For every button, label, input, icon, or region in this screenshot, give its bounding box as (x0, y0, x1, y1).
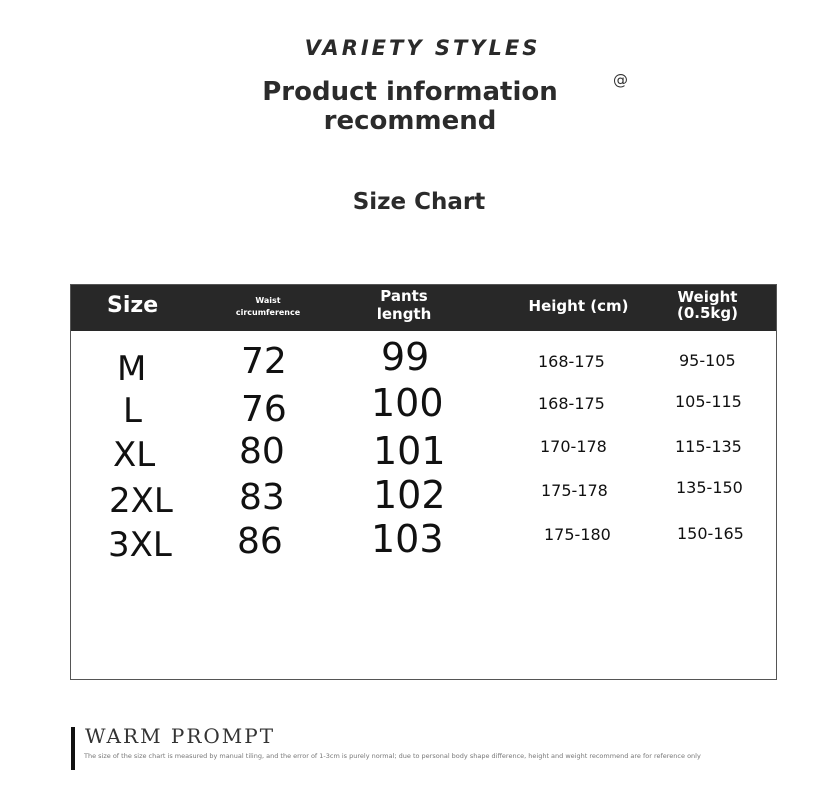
header-pants-line: Pants (380, 287, 428, 305)
cell-waist: 86 (237, 521, 283, 562)
cell-size: 2XL (109, 481, 173, 521)
cell-pants: 99 (381, 335, 430, 379)
cell-weight: 115-135 (675, 437, 742, 456)
header-weight-line: (0.5kg) (677, 304, 738, 322)
cell-height: 175-180 (544, 525, 611, 544)
cell-size: L (123, 391, 142, 431)
header-waist-line: Waist (255, 296, 281, 305)
header-waist (223, 295, 313, 319)
cell-pants: 102 (373, 473, 446, 517)
header-weight (665, 289, 750, 321)
cell-height: 168-175 (538, 352, 605, 371)
header-weight-line: Weight (677, 288, 738, 306)
cell-height: 175-178 (541, 481, 608, 500)
cell-waist: 72 (241, 341, 287, 382)
at-symbol: @ (613, 71, 628, 89)
size-chart-table (70, 284, 777, 680)
warm-prompt-bar (71, 727, 75, 770)
warm-prompt-text: The size of the size chart is measured by manual tiling, and the error of 1-3cm is purely normal; due to personal body shape difference, height and weight recommend are for reference only (84, 752, 701, 760)
cell-weight: 105-115 (675, 392, 742, 411)
header-size: Size (107, 293, 159, 318)
cell-height: 168-175 (538, 394, 605, 413)
cell-pants: 100 (371, 381, 444, 425)
cell-waist: 83 (239, 477, 285, 518)
table-header (71, 285, 776, 331)
product-info-title-line: Product information (262, 77, 558, 107)
brand-title: VARIETY STYLES (304, 36, 541, 60)
header-pants-length (359, 287, 449, 323)
product-info-title (0, 78, 820, 136)
size-chart-title: Size Chart (352, 189, 486, 215)
cell-pants: 101 (373, 429, 446, 473)
cell-waist: 80 (239, 431, 285, 472)
cell-size: 3XL (108, 525, 172, 565)
cell-waist: 76 (241, 389, 287, 430)
header-height: Height (cm) (528, 297, 629, 315)
cell-weight: 95-105 (679, 351, 736, 370)
cell-pants: 103 (371, 517, 444, 561)
cell-height: 170-178 (540, 437, 607, 456)
cell-size: M (117, 349, 147, 389)
header-pants-line: length (376, 305, 432, 323)
cell-weight: 150-165 (677, 524, 744, 543)
cell-size: XL (113, 435, 156, 475)
product-info-title-line: recommend (323, 106, 497, 136)
warm-prompt-title: WARM PROMPT (85, 724, 276, 748)
header-waist-line: circumference (235, 308, 301, 317)
cell-weight: 135-150 (676, 478, 743, 497)
